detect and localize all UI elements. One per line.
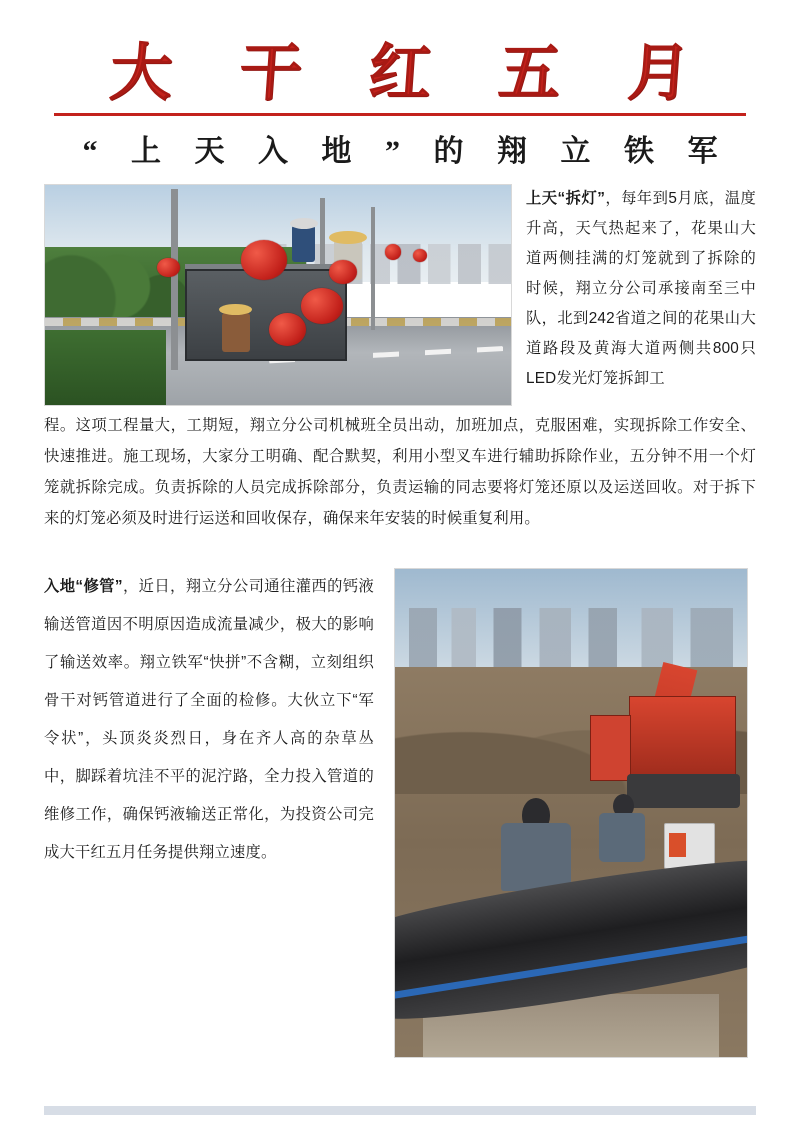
section-two	[44, 568, 756, 1058]
section-one-lead: 上天“拆灯”	[526, 190, 606, 208]
photo1-lightpole-left	[171, 189, 178, 369]
photo1-lantern-7	[413, 249, 427, 262]
section-two-lead: 入地“修管”	[44, 578, 123, 596]
photo1-lantern-2	[301, 288, 343, 323]
section-one-full-text: 程。这项工程量大，工期短，翔立分公司机械班全员出动，加班加点，克服困难，实现拆除工作安全、快速推进。施工现场，大家分工明确、配合默契，利用小型叉车进行辅助拆除作业，五分钟不用一个灯笼就拆除完成。负责拆除的人员完成拆除部分，负责运输的同志要将灯笼还原以及运送回收。对于拆下来的灯笼必须及时进行运送和回收保存，确保来年安装的时候重复利用。	[44, 417, 756, 528]
photo1-grass	[45, 330, 166, 405]
page-subtitle: “ 上 天 入 地 ” 的 翔 立 铁 军	[82, 135, 731, 169]
photo1-worker-ground	[222, 313, 250, 353]
section-one-column-text	[526, 184, 756, 394]
section-one	[44, 184, 756, 406]
photo2-worker-back-body	[599, 813, 645, 862]
photo2-generator	[664, 823, 715, 869]
footer-bar	[44, 1106, 756, 1115]
photo2-excavator-cab	[590, 715, 631, 780]
title-divider	[54, 113, 746, 116]
photo2-excavator-body	[629, 696, 737, 781]
photo-pipe-repair	[394, 568, 748, 1058]
masthead	[44, 0, 756, 170]
photo-lantern-removal	[44, 184, 512, 406]
photo1-worker-ground-hat	[219, 304, 252, 315]
photo1-lightpole-right	[371, 207, 375, 330]
photo2-excavator-track	[627, 774, 740, 808]
photo2-worker-front-body	[501, 823, 571, 891]
section-two-body: ，近日，翔立分公司通往灌西的钙液输送管道因不明原因造成流量减少，极大的影响了输送效率。翔立铁军“快拼”不含糊，立刻组织骨干对钙管道进行了全面的检修。大伙立下“军令状”，头顶炎炎烈日，身在齐人高的杂草丛中，脚踩着坑洼不平的泥泞路，全力投入管道的维修工作，确保钙液输送正常化，为投资公司完成大干红五月任务提供翔立速度。	[44, 578, 375, 862]
photo1-worker-blue	[292, 225, 315, 262]
photo1-lantern-1	[241, 240, 288, 280]
photo1-lantern-3	[269, 313, 306, 346]
page-title: 大 干 红 五 月	[107, 40, 719, 108]
section-two-text	[44, 568, 374, 872]
section-one-column-body: ，每年到5月底，温度升高，天气热起来了，花果山大道两侧挂满的灯笼就到了拆除的时候，翔立分公司承接南至三中队，北到242省道之间的花果山大道路段及黄海大道两侧共800只LED发光灯笼拆卸工	[526, 190, 756, 388]
